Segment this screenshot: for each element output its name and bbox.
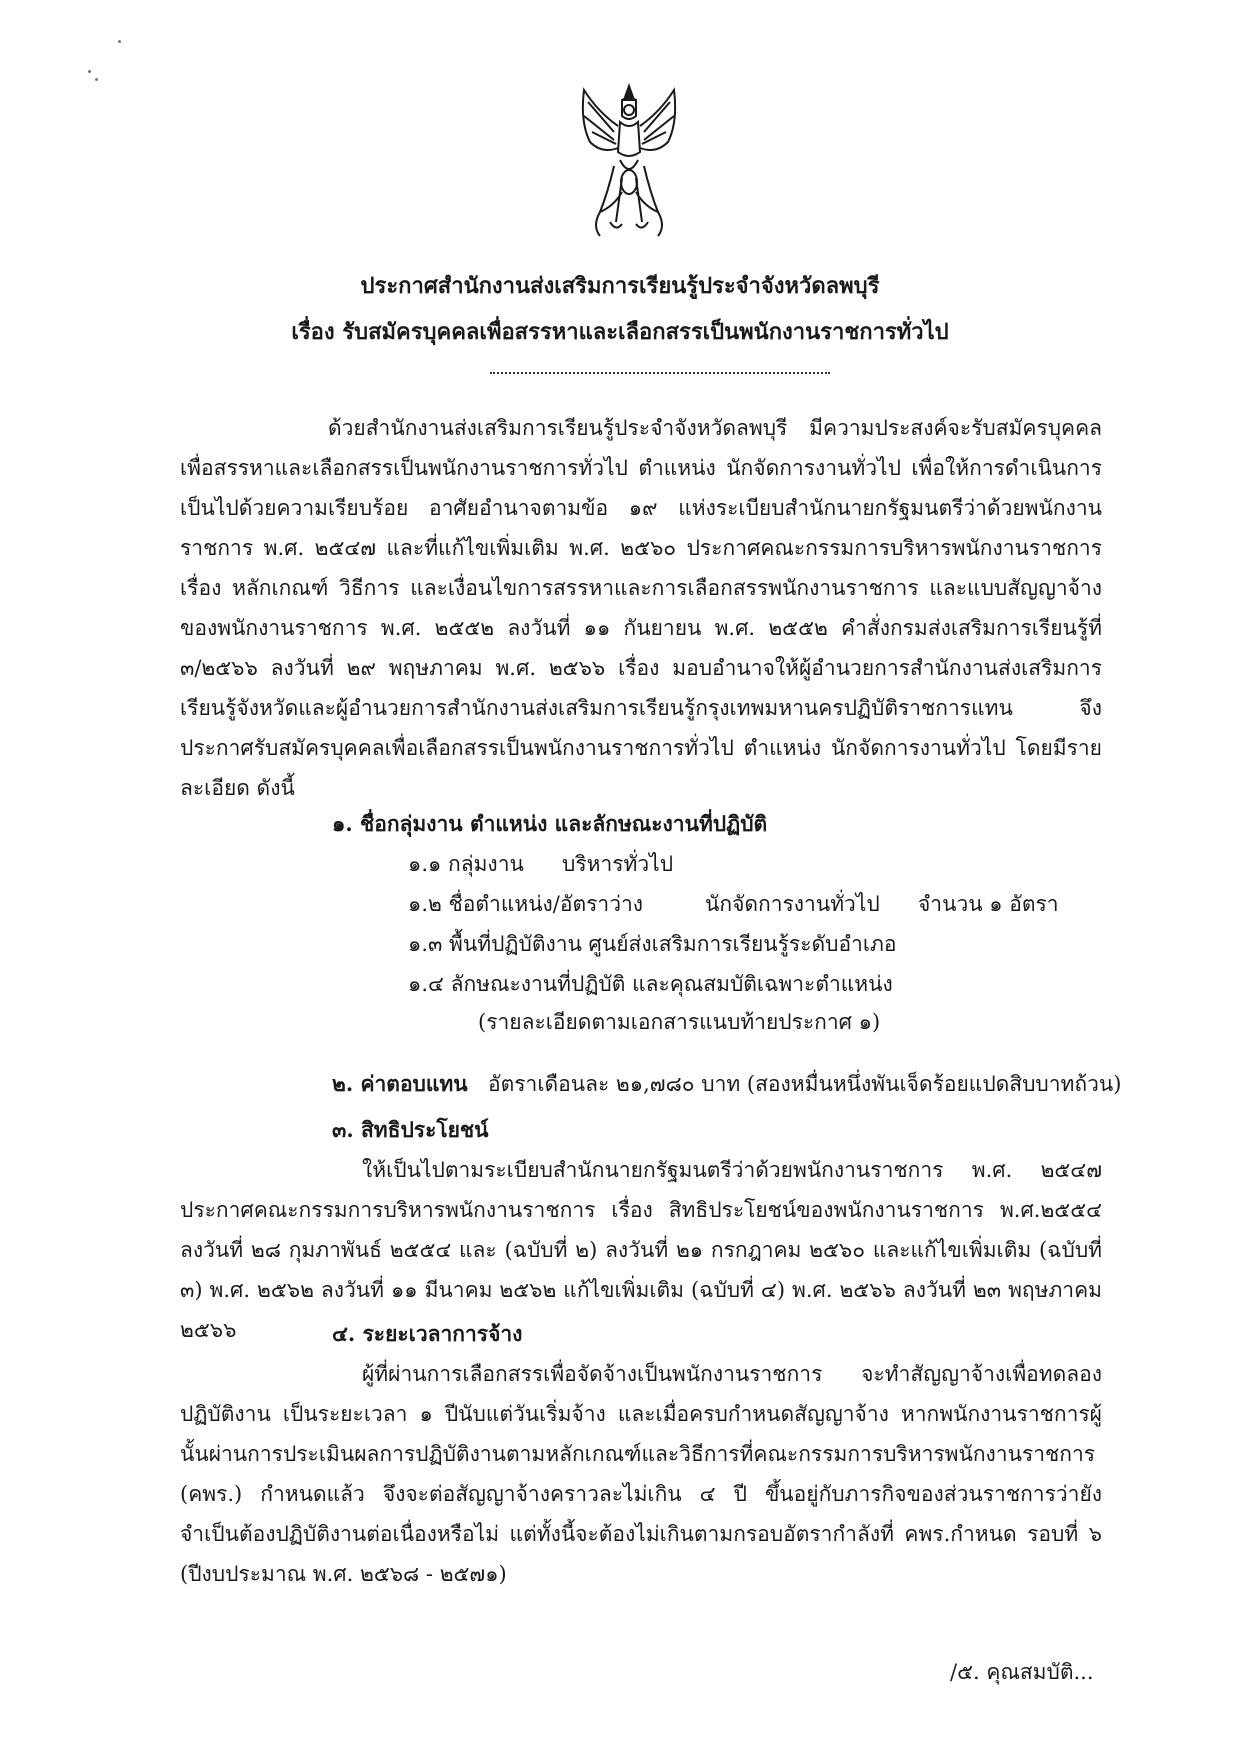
section-2-heading: ๒. ค่าตอบแทน	[332, 1071, 468, 1096]
section-1-3: ๑.๓ พื้นที่ปฏิบัติงาน ศูนย์ส่งเสริมการเรียนรู้ระดับอำเภอ	[408, 932, 897, 956]
dotted-divider	[490, 372, 830, 374]
section-1-2-label: ๑.๒ ชื่อตำแหน่ง/อัตราว่าง	[408, 892, 644, 916]
intro-paragraph: ด้วยสำนักงานส่งเสริมการเรียนรู้ประจำจังหวัดลพบุรี มีความประสงค์จะรับสมัครบุคคล เพื่อสรรหาและเลือกสรรเป็นพนักงานราชการทั่วไป ตำแหน่ง นักจัดการงานทั่วไป เพื่อให้การดำเนินการเป็นไปด้วยความเรียบร้อย อาศัยอำนาจตามข้อ ๑๙ แห่งระเบียบสำนักนายกรัฐมนตรีว่าด้วยพนักงานราชการ พ.ศ. ๒๕๔๗ และที่แก้ไขเพิ่มเติม พ.ศ. ๒๕๖๐ ประกาศคณะกรรมการบริหารพนักงานราชการ เรื่อง หลักเกณฑ์ วิธีการ และเงื่อนไขการสรรหาและการเลือกสรรพนักงานราชการ และแบบสัญญาจ้างของพนักงานราชการ พ.ศ. ๒๕๕๒ ลงวันที่ ๑๑ กันยายน พ.ศ. ๒๕๕๒ คำสั่งกรมส่งเสริมการเรียนรู้ที่ ๓/๒๕๖๖ ลงวันที่ ๒๙ พฤษภาคม พ.ศ. ๒๕๖๖ เรื่อง มอบอำนาจให้ผู้อำนวยการสำนักงานส่งเสริมการเรียนรู้จังหวัดและผู้อำนวยการสำนักงานส่งเสริมการเรียนรู้กรุงเทพมหานครปฏิบัติราชการแทน จึงประกาศรับสมัครบุคคลเพื่อเลือกสรรเป็นพนักงานราชการทั่วไป ตำแหน่ง นักจัดการงานทั่วไป โดยมีรายละเอียด ดังนี้	[180, 416, 1102, 800]
section-4-heading: ๔. ระยะเวลาการจ้าง	[332, 1321, 523, 1346]
section-1-heading: ๑. ชื่อกลุ่มงาน ตำแหน่ง และลักษณะงานที่ปฏิบัติ	[332, 811, 768, 836]
section-1-4-note: (รายละเอียดตามเอกสารแนบท้ายประกาศ ๑)	[478, 1010, 881, 1034]
section-3-heading: ๓. สิทธิประโยชน์	[332, 1117, 489, 1142]
scan-speck	[88, 70, 91, 73]
section-1-2-value: นักจัดการงานทั่วไป	[705, 892, 880, 916]
scan-speck	[95, 78, 98, 81]
section-2-text: อัตราเดือนละ ๒๑,๗๘๐ บาท (สองหมื่นหนึ่งพันเจ็ดร้อยแปดสิบบาทถ้วน)	[488, 1072, 1122, 1096]
scan-speck	[118, 40, 121, 43]
section-1-1-label: ๑.๑ กลุ่มงาน	[408, 852, 524, 876]
section-1-2-count: จำนวน ๑ อัตรา	[918, 892, 1059, 916]
announcement-title: ประกาศสำนักงานส่งเสริมการเรียนรู้ประจำจังหวัดลพบุรี	[360, 273, 880, 299]
section-4-text: ผู้ที่ผ่านการเลือกสรรเพื่อจัดจ้างเป็นพนักงานราชการ จะทำสัญญาจ้างเพื่อทดลองปฏิบัติงาน เป็นระยะเวลา ๑ ปีนับแต่วันเริ่มจ้าง และเมื่อครบกำหนดสัญญาจ้าง หากพนักงานราชการผู้นั้นผ่านการประเมินผลการปฏิบัติงานตามหลักเกณฑ์และวิธีการที่คณะกรรมการบริหารพนักงานราชการ (คพร.) กำหนดแล้ว จึงจะต่อสัญญาจ้างคราวละไม่เกิน ๔ ปี ขึ้นอยู่กับภารกิจของส่วนราชการว่ายังจำเป็นต้องปฏิบัติงานต่อเนื่องหรือไม่ แต่ทั้งนี้จะต้องไม่เกินตามกรอบอัตรากำลังที่ คพร.กำหนด รอบที่ ๖ (ปีงบประมาณ พ.ศ. ๒๕๖๘ - ๒๕๗๑)	[180, 1362, 1102, 1586]
garuda-emblem-icon	[570, 82, 688, 242]
section-3-text: ให้เป็นไปตามระเบียบสำนักนายกรัฐมนตรีว่าด้วยพนักงานราชการ พ.ศ. ๒๕๔๗ ประกาศคณะกรรมการบริหารพนักงานราชการ เรื่อง สิทธิประโยชน์ของพนักงานราชการ พ.ศ.๒๕๕๔ ลงวันที่ ๒๘ กุมภาพันธ์ ๒๕๕๔ และ (ฉบับที่ ๒) ลงวันที่ ๒๑ กรกฎาคม ๒๕๖๐ และแก้ไขเพิ่มเติม (ฉบับที่ ๓) พ.ศ. ๒๕๖๒ ลงวันที่ ๑๑ มีนาคม ๒๕๖๒ แก้ไขเพิ่มเติม (ฉบับที่ ๔) พ.ศ. ๒๕๖๖ ลงวันที่ ๒๓ พฤษภาคม ๒๕๖๖	[180, 1158, 1102, 1342]
section-1-1-value: บริหารทั่วไป	[562, 852, 674, 876]
page-continuation: /๕. คุณสมบัติ...	[950, 1660, 1094, 1684]
section-1-4: ๑.๔ ลักษณะงานที่ปฏิบัติ และคุณสมบัติเฉพาะตำแหน่ง	[408, 972, 893, 996]
announcement-subject: เรื่อง รับสมัครบุคคลเพื่อสรรหาและเลือกสรรเป็นพนักงานราชการทั่วไป	[291, 319, 949, 345]
